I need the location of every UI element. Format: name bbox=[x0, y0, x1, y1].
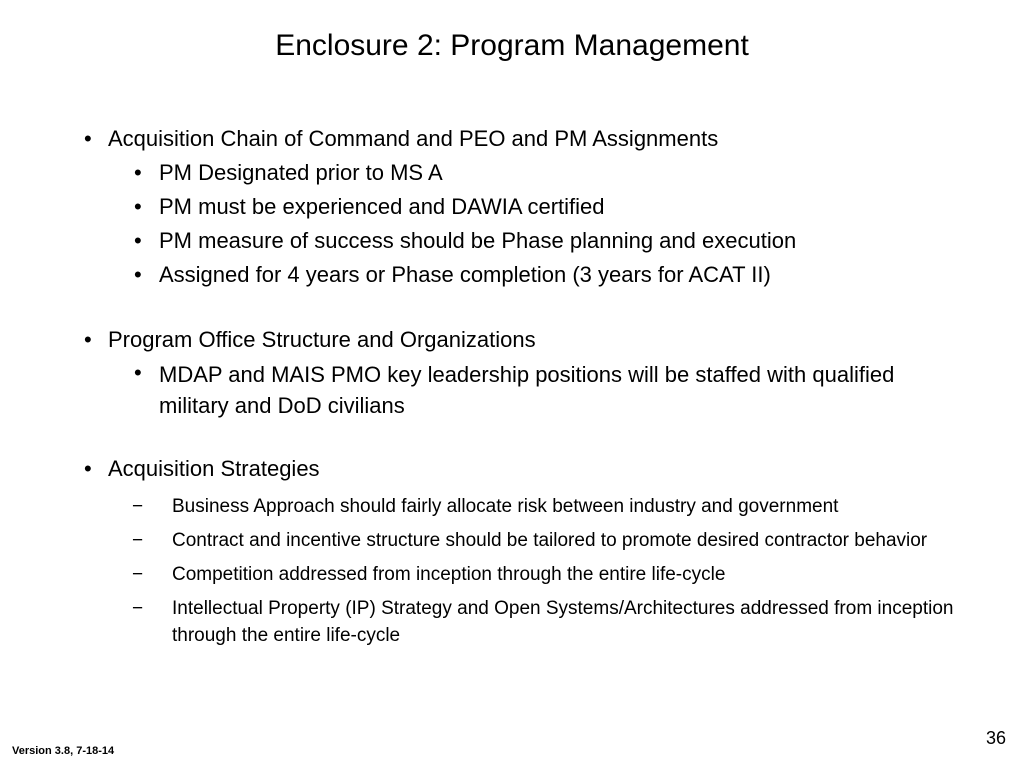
bullet-acquisition-chain bbox=[0, 122, 1024, 156]
subbullet-text: PM must be experienced and DAWIA certified bbox=[159, 194, 605, 219]
section-acquisition-strategies bbox=[0, 452, 1024, 649]
subbullet-pm-success bbox=[0, 224, 1024, 258]
subbullet-text: MDAP and MAIS PMO key leadership positions will be staffed with qualified military and DoD civilians bbox=[159, 362, 895, 418]
dash-glyph: − bbox=[132, 496, 144, 517]
bullet-text: Acquisition Chain of Command and PEO and PM Assignments bbox=[108, 126, 719, 151]
subbullet-text: Assigned for 4 years or Phase completion (3 years for ACAT II) bbox=[159, 262, 771, 287]
dash-item-business-approach bbox=[0, 493, 1024, 520]
dash-glyph: − bbox=[132, 530, 144, 551]
dash-item-text: Intellectual Property (IP) Strategy and Open Systems/Architectures addressed from inception through the entire life-cycle bbox=[172, 598, 954, 646]
dash-item-competition bbox=[0, 561, 1024, 588]
subbullet-text: PM measure of success should be Phase planning and execution bbox=[159, 228, 797, 253]
dash-glyph: − bbox=[132, 564, 144, 585]
bullet-glyph: • bbox=[134, 360, 142, 385]
bullet-text: Acquisition Strategies bbox=[108, 456, 320, 481]
subbullet-pm-designated bbox=[0, 156, 1024, 190]
bullet-glyph: • bbox=[134, 160, 142, 185]
dash-glyph: − bbox=[132, 598, 144, 619]
bullet-glyph: • bbox=[134, 228, 142, 253]
subbullet-assigned-years bbox=[0, 258, 1024, 292]
dash-item-intellectual-property bbox=[0, 595, 1024, 649]
dash-item-contract-incentive bbox=[0, 527, 1024, 554]
bullet-program-office bbox=[0, 323, 1024, 357]
bullet-glyph: • bbox=[84, 456, 92, 481]
subbullet-text: PM Designated prior to MS A bbox=[159, 160, 443, 185]
page-number: 36 bbox=[985, 728, 1006, 748]
subbullet-pmo-leadership bbox=[0, 357, 1024, 421]
footer-version: Version 3.8, 7-18-14 bbox=[12, 745, 115, 757]
bullet-glyph: • bbox=[84, 327, 92, 352]
dash-item-text: Competition addressed from inception through the entire life-cycle bbox=[172, 564, 726, 585]
bullet-glyph: • bbox=[134, 194, 142, 219]
bullet-text: Program Office Structure and Organizations bbox=[108, 327, 536, 352]
section-acquisition-chain bbox=[0, 122, 1024, 292]
dash-item-text: Business Approach should fairly allocate risk between industry and government bbox=[172, 496, 839, 517]
bullet-glyph: • bbox=[84, 126, 92, 151]
subbullet-pm-experienced bbox=[0, 190, 1024, 224]
slide-title: Enclosure 2: Program Management bbox=[275, 29, 749, 62]
section-program-office bbox=[0, 323, 1024, 421]
bullet-glyph: • bbox=[134, 262, 142, 287]
dash-item-text: Contract and incentive structure should be tailored to promote desired contractor behavior bbox=[172, 530, 928, 551]
bullet-acquisition-strategies bbox=[0, 452, 1024, 486]
slide-body bbox=[0, 122, 1024, 649]
